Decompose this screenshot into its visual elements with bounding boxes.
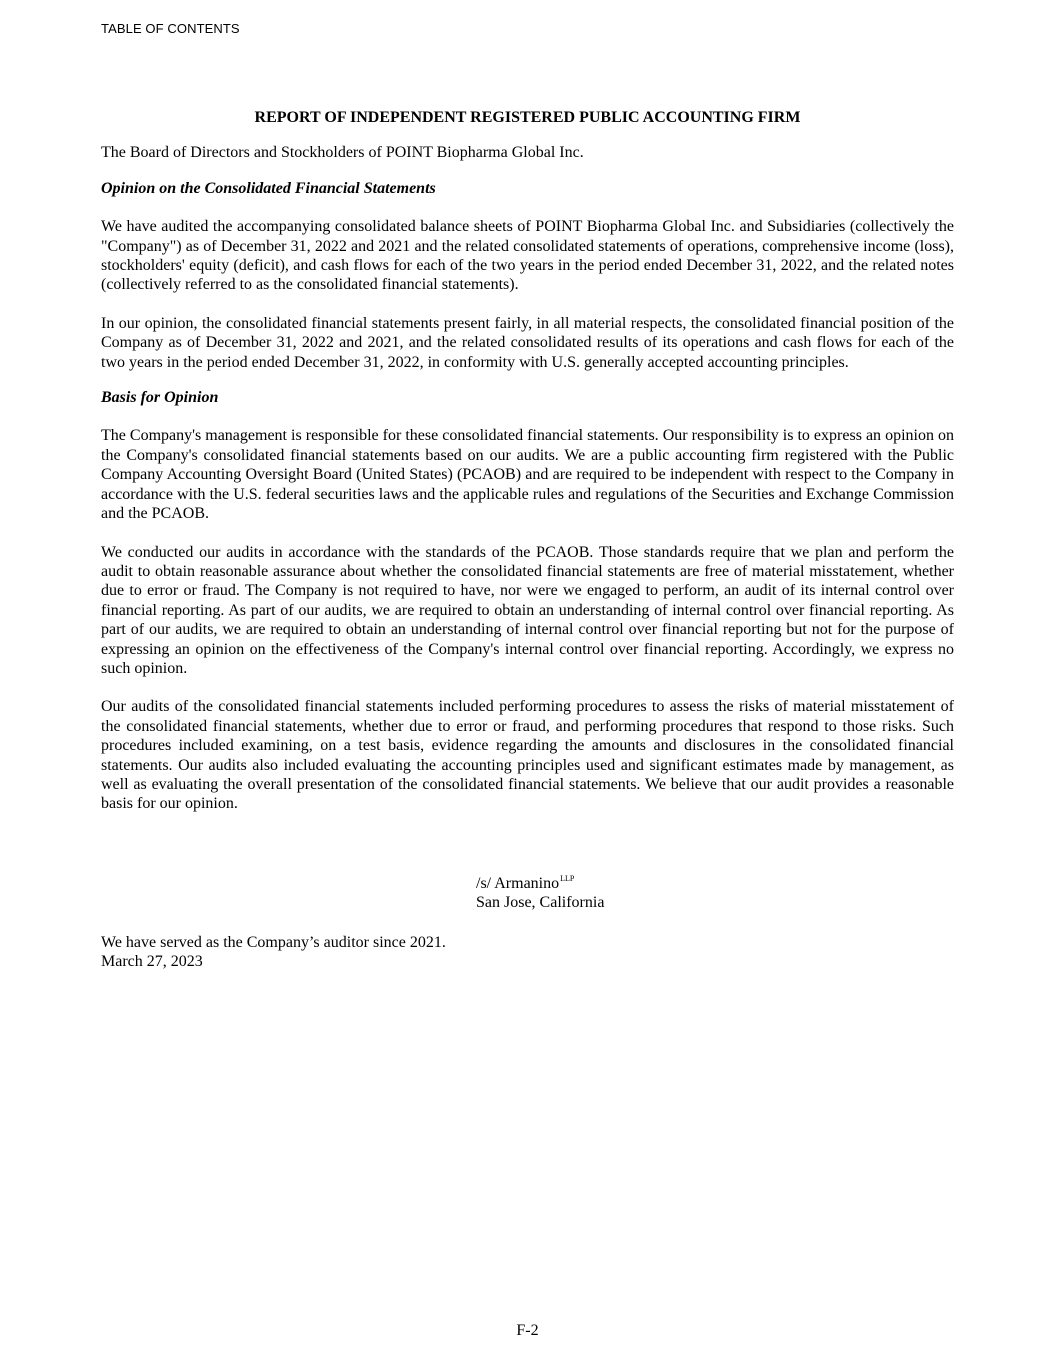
basis-paragraph-3: Our audits of the consolidated financial statements included performing procedures to assess the risks of material misstatement of the consolidated financial statements, whether due to error or fraud, and performing procedures that respond to those risks. Such procedures included examining, on a test basis, evidence regarding the amounts and disclosures in the consolidated financial statements. Our audits also included evaluating the accounting principles used and significant estimates made by management, as well as evaluating the overall presentation of the consolidated financial statements. We believe that our audit provides a reasonable basis for our opinion. — [101, 698, 954, 813]
signature-location: San Jose, California — [476, 894, 605, 912]
table-of-contents-link[interactable]: TABLE OF CONTENTS — [101, 21, 240, 36]
opinion-paragraph-1: We have audited the accompanying consolidated balance sheets of POINT Biopharma Global Inc. and Subsidiaries (collectively the "Company") as of December 31, 2022 and 2021 and the related consolidated statements of operations, comprehensive income (loss), stockholders' equity (deficit), and cash flows for each of the two years in the period ended December 31, 2022, and the related notes (collectively referred to as the consolidated financial statements). — [101, 218, 954, 294]
auditor-tenure: We have served as the Company’s auditor since 2021. — [101, 933, 446, 951]
signature-name: /s/ Armanino — [476, 874, 560, 892]
closing-block — [101, 933, 954, 972]
audit-report — [101, 108, 954, 971]
basis-heading: Basis for Opinion — [101, 389, 219, 407]
signature-suffix: LLP — [560, 873, 575, 883]
addressee: The Board of Directors and Stockholders of POINT Biopharma Global Inc. — [101, 144, 584, 162]
opinion-paragraph-2: In our opinion, the consolidated financial statements present fairly, in all material respects, the consolidated financial position of the Company as of December 31, 2022 and 2021, and the related consolidated results of its operations and cash flows for each of the two years in the period ended December 31, 2022, in conformity with U.S. generally accepted accounting principles. — [101, 314, 954, 371]
basis-paragraph-1: The Company's management is responsible for these consolidated financial statements. Our responsibility is to express an opinion on the Company's consolidated financial statements based on our audits. We are a public accounting firm registered with the Public Company Accounting Oversight Board (United States) (PCAOB) and are required to be independent with respect to the Company in accordance with the U.S. federal securities laws and the applicable rules and regulations of the Securities and Exchange Commission and the PCAOB. — [101, 427, 954, 523]
page-number: F-2 — [516, 1322, 539, 1339]
auditor-signature — [476, 869, 954, 913]
report-title: REPORT OF INDEPENDENT REGISTERED PUBLIC ACCOUNTING FIRM — [254, 109, 801, 126]
basis-paragraph-2: We conducted our audits in accordance with the standards of the PCAOB. Those standards require that we plan and perform the audit to obtain reasonable assurance about whether the consolidated financial statements are free of material misstatement, whether due to error or fraud. The Company is not required to have, nor were we engaged to perform, an audit of its internal control over financial reporting. As part of our audits, we are required to obtain an understanding of internal control over financial reporting. As part of our audits, we are required to obtain an understanding of internal control over financial reporting but not for the purpose of expressing an opinion on the effectiveness of the Company's internal control over financial reporting. Accordingly, we express no such opinion. — [101, 543, 954, 677]
signature-name-line — [476, 869, 954, 893]
opinion-heading: Opinion on the Consolidated Financial Statements — [101, 179, 436, 197]
report-date: March 27, 2023 — [101, 953, 203, 970]
